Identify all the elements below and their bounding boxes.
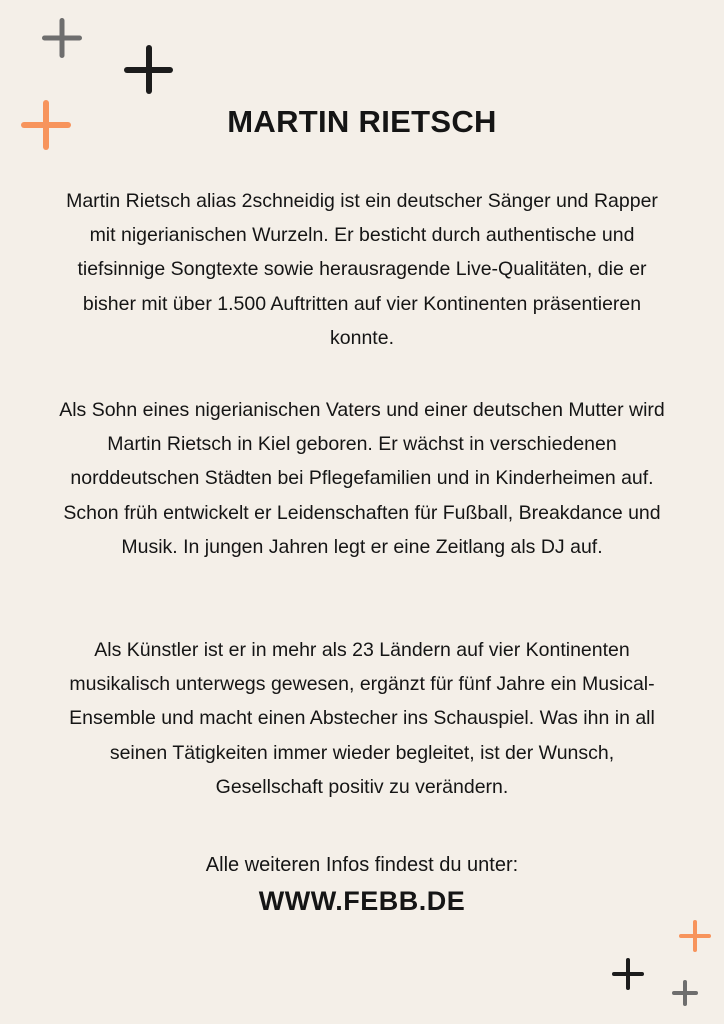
bio-paragraph-1: Martin Rietsch alias 2schneidig ist ein deutscher Sänger und Rapper mit nigerianischen Wurzeln. Er besticht durch authentische und tiefsinnige Songtexte sowie herausragende Live-Qualitäten, die er bisher mit über 1.500 Auftritten auf vier Kontinenten präsentieren konnte. [66, 190, 658, 349]
bio-paragraph-3: Als Künstler ist er in mehr als 23 Ländern auf vier Kontinenten musikalisch unterwegs gewesen, ergänzt für fünf Jahre ein Musical-Ensemble und macht einen Abstecher ins Schauspiel. Was ihn in all seinen Tätigkeiten immer wieder begleitet, ist der Wunsch, Gesellschaft positiv zu verändern. [69, 639, 655, 798]
plus-icon-gray-top-left [42, 18, 82, 58]
website-link[interactable]: WWW.FEBB.DE [258, 886, 466, 916]
plus-icon-dark-top [124, 45, 173, 94]
plus-icon-orange-bottom-right [679, 920, 711, 952]
page-title: MARTIN RIETSCH [227, 104, 497, 139]
more-info-text: Alle weiteren Infos findest du unter: [205, 854, 519, 876]
bio-paragraph-2: Als Sohn eines nigerianischen Vaters und einer deutschen Mutter wird Martin Rietsch in Kiel geboren. Er wächst in verschiedenen norddeutschen Städten bei Pflegefamilien und in Kinderheimen auf. Schon früh entwickelt er Leidenschaften für Fußball, Breakdance und Musik. In jungen Jahren legt er eine Zeitlang als DJ auf. [59, 399, 665, 558]
plus-icon-dark-bottom [612, 958, 644, 990]
plus-icon-gray-bottom-right [672, 980, 698, 1006]
